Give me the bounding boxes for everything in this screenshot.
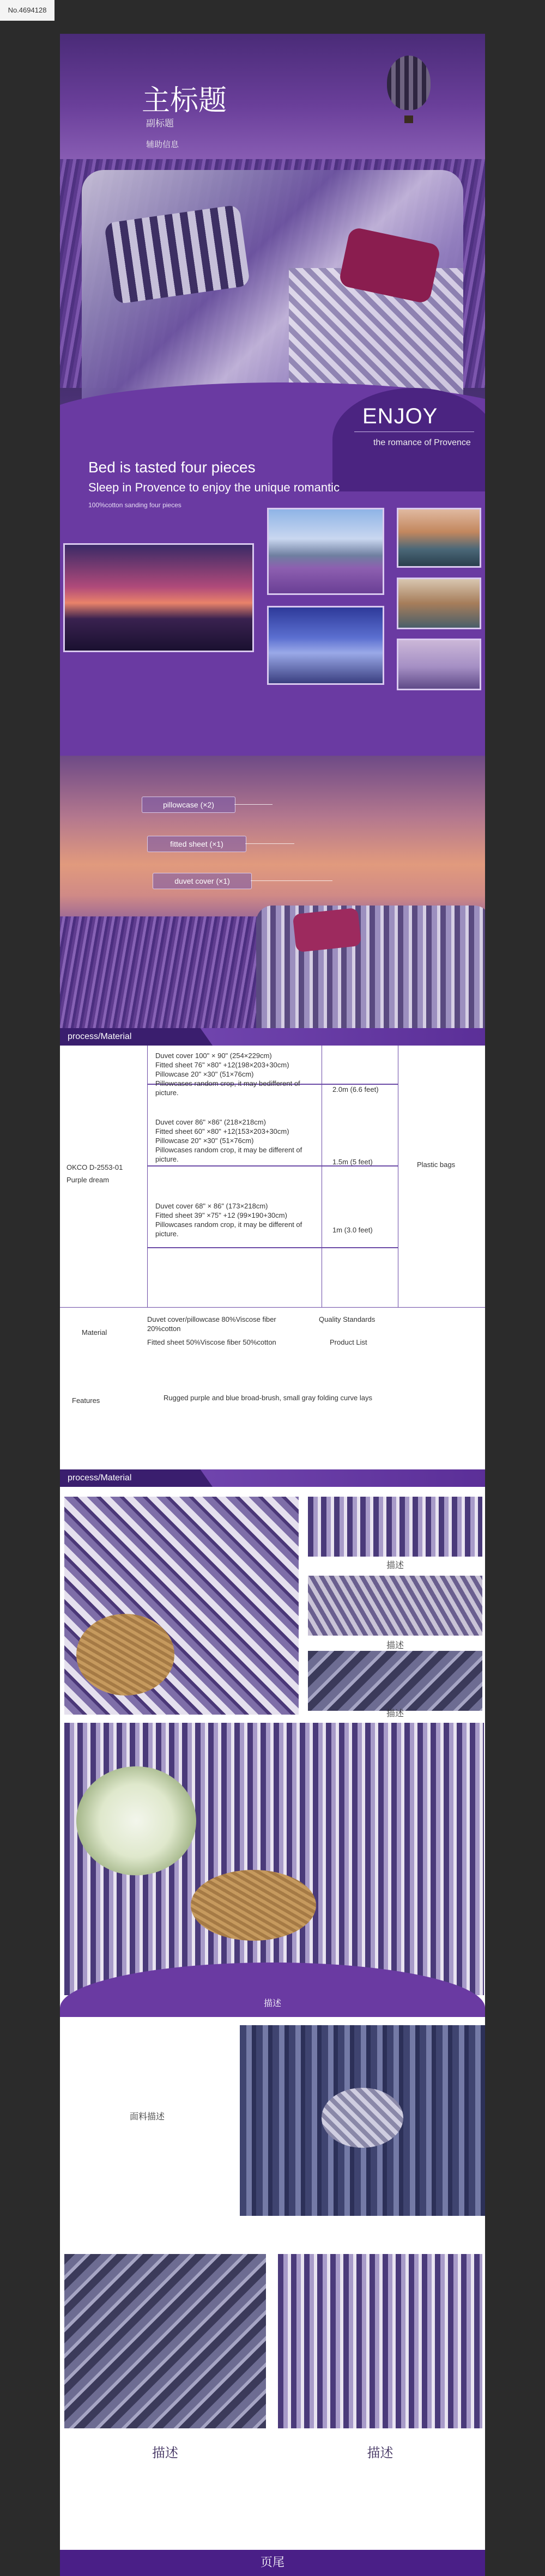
- features-label: Features: [72, 1396, 100, 1405]
- fabric-detail-2: [308, 1576, 482, 1636]
- caption: 描述: [263, 1998, 281, 2008]
- tag-duvet-cover: duvet cover (×1): [153, 873, 252, 889]
- spec-line: Duvet cover 100" × 90" (254×229cm): [155, 1052, 272, 1060]
- hot-air-balloon-icon: [387, 56, 431, 110]
- enjoy-heading: ENJOY: [362, 404, 438, 428]
- size-row-3: [155, 1201, 316, 1238]
- material-line: Duvet cover/pillowcase 80%Viscose fiber 20%cotton: [147, 1315, 276, 1333]
- fabric-detail-3: [308, 1651, 482, 1711]
- bed-small-text: 100%cotton sanding four pieces: [88, 501, 181, 509]
- spec-line: Pillowcases random crop, it may be different of picture.: [155, 1220, 302, 1238]
- fabric-detail-1: [308, 1497, 482, 1557]
- material-label: Material: [82, 1328, 107, 1336]
- caption: 描述: [367, 2445, 393, 2460]
- footer: 页尾: [60, 2550, 485, 2576]
- tag-pillowcase: pillowcase (×2): [142, 797, 235, 813]
- size-label-1: 2.0m (6.6 feet): [332, 1085, 379, 1093]
- tag-pointer: [234, 804, 272, 805]
- size-label-3: 1m (3.0 feet): [332, 1226, 373, 1234]
- size-row-2: [155, 1117, 316, 1164]
- balloon-basket: [404, 116, 413, 123]
- spec-line: Fitted sheet 60" ×80" +12(153×203+30cm): [155, 1127, 289, 1135]
- enjoy-subtitle: the romance of Provence: [373, 438, 471, 447]
- process-label: process/Material: [68, 1032, 132, 1041]
- fabric-caption: 面料描述: [129, 2111, 165, 2122]
- spec-line: Fitted sheet 39" ×75" +12 (99×190+30cm): [155, 1211, 287, 1219]
- caption: 描述: [386, 1708, 404, 1718]
- product-list-label: Product List: [330, 1338, 367, 1346]
- balloon-photo: [397, 639, 481, 690]
- island-abbey-photo: [267, 606, 384, 685]
- size-row-1: [155, 1051, 316, 1097]
- quality-label: Quality Standards: [319, 1315, 376, 1323]
- image-id-tag: No.4694128: [0, 0, 55, 21]
- tag-fitted-sheet: fitted sheet (×1): [147, 836, 246, 852]
- accent-pillow-2: [293, 908, 362, 952]
- aux-info: 辅助信息: [146, 139, 179, 149]
- bed-subtitle: Sleep in Provence to enjoy the unique romantic: [88, 481, 340, 494]
- material-text: [147, 1315, 311, 1347]
- basket-with-book-photo: [191, 1870, 316, 1941]
- main-title: 主标题: [142, 84, 227, 117]
- tag-pointer: [245, 843, 294, 844]
- table-rule: [147, 1247, 398, 1248]
- spec-line: Pillowcases random crop, it may bedifferent of picture.: [155, 1079, 300, 1097]
- bed-title: Bed is tasted four pieces: [88, 459, 256, 476]
- product-code: OKCO D-2553-01: [66, 1163, 123, 1171]
- zipper-detail-photo: [64, 2254, 266, 2428]
- river-town-photo: [397, 508, 481, 568]
- process-label: process/Material: [68, 1473, 132, 1483]
- pillow-detail-photo: [278, 2254, 482, 2428]
- process-bar: [60, 1469, 485, 1487]
- castle-sunset-photo: [63, 543, 254, 652]
- flower-vase-photo: [76, 1766, 196, 1875]
- caption: 描述: [152, 2445, 178, 2460]
- table-rule: [147, 1046, 148, 1307]
- caption: 描述: [386, 1560, 404, 1570]
- spec-table: [60, 1046, 485, 1457]
- tag-pointer: [251, 880, 332, 881]
- spec-line: Duvet cover 86" ×86" (218×218cm): [155, 1118, 266, 1126]
- wicker-basket-photo: [76, 1614, 174, 1696]
- material-line: Fitted sheet 50%Viscose fiber 50%cotton: [147, 1338, 276, 1346]
- size-label-2: 1.5m (5 feet): [332, 1158, 373, 1166]
- spec-line: Pillowcase 20" ×30" (51×76cm): [155, 1137, 254, 1145]
- spec-line: Pillowcases random crop, it may be different of picture.: [155, 1146, 302, 1163]
- table-rule: [60, 1307, 485, 1308]
- subtitle: 副标题: [146, 118, 174, 129]
- pattern-swatch: [322, 2088, 403, 2148]
- mountain-lavender-photo: [267, 508, 384, 595]
- caption: 描述: [386, 1640, 404, 1650]
- process-bar: [60, 1028, 485, 1046]
- product-detail-page: [60, 34, 485, 2576]
- product-series: Purple dream: [66, 1176, 110, 1184]
- spec-line: Fitted sheet 76" ×80" +12(198×203+30cm): [155, 1061, 289, 1069]
- packaging: Plastic bags: [417, 1161, 456, 1169]
- spec-line: Pillowcase 20" ×30" (51×76cm): [155, 1070, 254, 1078]
- canal-photo: [397, 578, 481, 629]
- features-text: Rugged purple and blue broad-brush, small gray folding curve lays: [164, 1394, 372, 1402]
- spec-line: Duvet cover 68" × 86" (173×218cm): [155, 1202, 268, 1210]
